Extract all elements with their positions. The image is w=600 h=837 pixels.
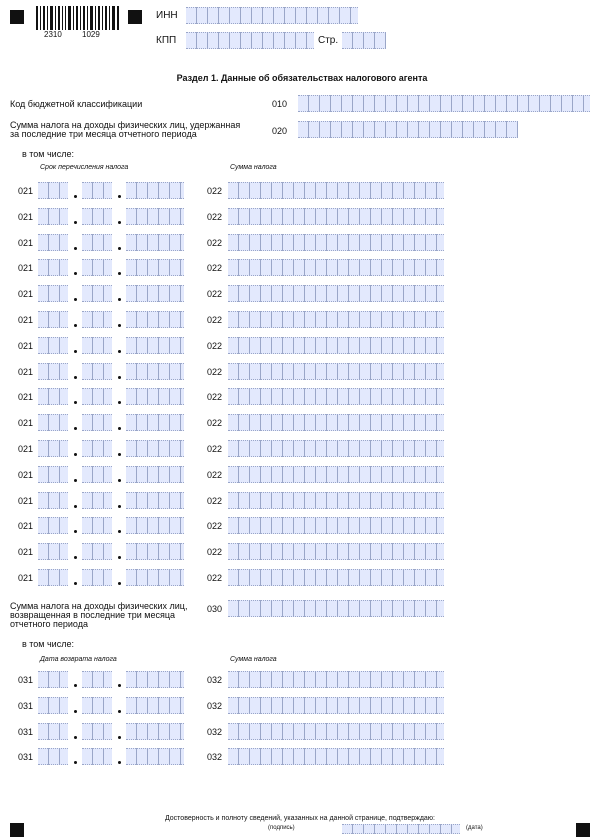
- col-header-sum-1: Сумма налога: [230, 164, 277, 171]
- year-field[interactable]: [126, 517, 184, 534]
- row-sum-code: 022: [207, 418, 223, 429]
- month-field[interactable]: [82, 234, 112, 251]
- date-separator-dot: [118, 401, 121, 404]
- row-date-code: 031: [18, 700, 34, 711]
- month-field[interactable]: [82, 697, 112, 714]
- date-separator-dot: [118, 376, 121, 379]
- month-field[interactable]: [82, 285, 112, 302]
- date-separator-dot: [74, 736, 77, 739]
- row-sum-code: 022: [207, 366, 223, 377]
- kbk-label: Код бюджетной классификации: [10, 99, 143, 109]
- date-separator-dot: [74, 479, 77, 482]
- row-sum-code: 022: [207, 547, 223, 558]
- corner-marker-top-left: [10, 10, 24, 24]
- day-field[interactable]: [38, 671, 68, 688]
- row-date-code: 021: [18, 444, 34, 454]
- date-separator-dot: [118, 195, 121, 198]
- row-date-code: 031: [18, 752, 34, 763]
- withheld-label-line2: за последние три месяца отчетного периода: [10, 129, 197, 139]
- day-field[interactable]: [38, 414, 68, 431]
- year-field[interactable]: [126, 723, 184, 740]
- tax-sum-field[interactable]: [228, 723, 444, 740]
- tax-sum-field[interactable]: [228, 492, 444, 509]
- row-sum-code: 022: [207, 340, 223, 351]
- row-sum-code: 022: [207, 392, 223, 403]
- day-field[interactable]: [38, 285, 68, 302]
- row-date-code: 021: [18, 547, 34, 558]
- returned-code: 030: [207, 604, 223, 614]
- page-number-field[interactable]: [342, 32, 386, 49]
- row-date-code: 021: [18, 495, 34, 506]
- month-field[interactable]: [82, 748, 112, 765]
- row-date-code: 021: [18, 366, 34, 377]
- day-field[interactable]: [38, 388, 68, 405]
- month-field[interactable]: [82, 671, 112, 688]
- month-field[interactable]: [82, 414, 112, 431]
- tax-sum-field[interactable]: [228, 543, 444, 560]
- year-field[interactable]: [126, 388, 184, 405]
- row-date-code: 021: [18, 237, 34, 248]
- date-separator-dot: [118, 221, 121, 224]
- month-field[interactable]: [82, 311, 112, 328]
- month-field[interactable]: [82, 388, 112, 405]
- row-date-code: 031: [18, 726, 34, 737]
- year-field[interactable]: [126, 285, 184, 302]
- tax-sum-field[interactable]: [228, 285, 444, 302]
- date-separator-dot: [118, 272, 121, 275]
- date-separator-dot: [118, 427, 121, 430]
- year-field[interactable]: [126, 466, 184, 483]
- date-separator-dot: [118, 736, 121, 739]
- inn-label: ИНН: [156, 10, 178, 21]
- day-field[interactable]: [38, 234, 68, 251]
- row-date-code: 031: [18, 675, 34, 685]
- month-field[interactable]: [82, 363, 112, 380]
- barcode-bars-icon: [36, 6, 120, 30]
- year-field[interactable]: [126, 492, 184, 509]
- tax-sum-field[interactable]: [228, 748, 444, 765]
- year-field[interactable]: [126, 671, 184, 688]
- barcode-number-right: 1029: [82, 30, 100, 39]
- date-separator-dot: [74, 376, 77, 379]
- date-separator-dot: [74, 453, 77, 456]
- col-header-date-2: Дата возврата налога: [40, 656, 117, 663]
- row-sum-code: 022: [207, 315, 223, 325]
- day-field[interactable]: [38, 466, 68, 483]
- tax-sum-field[interactable]: [228, 414, 444, 431]
- date-separator-dot: [74, 761, 77, 764]
- row-sum-code: 032: [207, 726, 223, 737]
- kbk-code: 010: [272, 99, 288, 109]
- date-separator-dot: [118, 350, 121, 353]
- confirmation-text: Достоверность и полноту сведений, указанных на данной странице, подтверждаю:: [164, 815, 436, 822]
- year-field[interactable]: [126, 208, 184, 225]
- date-caption: (дата): [466, 825, 483, 831]
- row-sum-code: 022: [207, 186, 223, 196]
- day-field[interactable]: [38, 440, 68, 457]
- date-separator-dot: [74, 324, 77, 327]
- year-field[interactable]: [126, 311, 184, 328]
- date-separator-dot: [118, 582, 121, 585]
- row-date-code: 021: [18, 263, 34, 274]
- day-field[interactable]: [38, 208, 68, 225]
- row-sum-code: 032: [207, 752, 223, 763]
- year-field[interactable]: [126, 414, 184, 431]
- month-field[interactable]: [82, 440, 112, 457]
- tax-sum-field[interactable]: [228, 363, 444, 380]
- tax-sum-field[interactable]: [228, 517, 444, 534]
- row-date-code: 021: [18, 289, 34, 300]
- tax-sum-field[interactable]: [228, 697, 444, 714]
- tax-sum-field[interactable]: [228, 259, 444, 276]
- month-field[interactable]: [82, 543, 112, 560]
- tax-sum-field[interactable]: [228, 208, 444, 225]
- tax-sum-field[interactable]: [228, 466, 444, 483]
- day-field[interactable]: [38, 337, 68, 354]
- year-field[interactable]: [126, 543, 184, 560]
- section-title: Раздел 1. Данные об обязательствах налогового агента: [176, 73, 428, 83]
- signature-caption: (подпись): [268, 825, 295, 831]
- year-field[interactable]: [126, 337, 184, 354]
- date-separator-dot: [74, 221, 77, 224]
- row-sum-code: 022: [207, 469, 223, 480]
- date-separator-dot: [74, 710, 77, 713]
- tax-sum-field[interactable]: [228, 440, 444, 457]
- year-field[interactable]: [126, 440, 184, 457]
- row-date-code: 021: [18, 418, 34, 429]
- col-header-sum-2: Сумма налога: [230, 656, 277, 663]
- month-field[interactable]: [82, 208, 112, 225]
- month-field[interactable]: [82, 259, 112, 276]
- corner-marker-bottom-left: [10, 823, 24, 837]
- returned-label-line2: возвращенная в последние три месяца: [10, 610, 175, 620]
- date-separator-dot: [74, 298, 77, 301]
- barcode: [36, 6, 120, 39]
- row-sum-code: 022: [207, 289, 223, 300]
- tax-sum-field[interactable]: [228, 311, 444, 328]
- day-field[interactable]: [38, 569, 68, 586]
- day-field[interactable]: [38, 723, 68, 740]
- month-field[interactable]: [82, 466, 112, 483]
- row-date-code: 021: [18, 521, 34, 532]
- page-label: Стр.: [318, 35, 339, 46]
- date-separator-dot: [118, 453, 121, 456]
- row-sum-code: 032: [207, 675, 223, 685]
- row-date-code: 021: [18, 392, 34, 403]
- tax-sum-field[interactable]: [228, 388, 444, 405]
- year-field[interactable]: [126, 697, 184, 714]
- month-field[interactable]: [82, 517, 112, 534]
- day-field[interactable]: [38, 311, 68, 328]
- year-field[interactable]: [126, 259, 184, 276]
- returned-label-line1: Сумма налога на доходы физических лиц,: [10, 601, 188, 611]
- day-field[interactable]: [38, 517, 68, 534]
- date-separator-dot: [74, 582, 77, 585]
- row-sum-code: 022: [207, 495, 223, 506]
- tax-sum-field[interactable]: [228, 182, 444, 199]
- date-field[interactable]: [342, 824, 460, 834]
- row-sum-code: 022: [207, 521, 223, 532]
- date-separator-dot: [74, 530, 77, 533]
- day-field[interactable]: [38, 492, 68, 509]
- row-date-code: 021: [18, 573, 34, 583]
- date-separator-dot: [118, 505, 121, 508]
- row-date-code: 021: [18, 469, 34, 480]
- barcode-number-left: 2310: [44, 30, 62, 39]
- date-separator-dot: [118, 761, 121, 764]
- year-field[interactable]: [126, 748, 184, 765]
- month-field[interactable]: [82, 337, 112, 354]
- day-field[interactable]: [38, 543, 68, 560]
- row-sum-code: 032: [207, 700, 223, 711]
- corner-marker-top-center: [128, 10, 142, 24]
- kbk-field[interactable]: [298, 95, 590, 112]
- tax-sum-field[interactable]: [228, 337, 444, 354]
- including-label-1: в том числе:: [22, 149, 74, 159]
- date-separator-dot: [118, 324, 121, 327]
- month-field[interactable]: [82, 569, 112, 586]
- date-separator-dot: [118, 556, 121, 559]
- row-sum-code: 022: [207, 263, 223, 274]
- year-field[interactable]: [126, 182, 184, 199]
- withheld-label-line1: Сумма налога на доходы физических лиц, удержанная: [10, 120, 241, 130]
- day-field[interactable]: [38, 748, 68, 765]
- withheld-code: 020: [272, 126, 288, 136]
- date-separator-dot: [74, 505, 77, 508]
- row-date-code: 021: [18, 340, 34, 351]
- including-label-2: в том числе:: [22, 639, 74, 649]
- date-separator-dot: [118, 710, 121, 713]
- date-separator-dot: [118, 530, 121, 533]
- year-field[interactable]: [126, 234, 184, 251]
- withheld-sum-field[interactable]: [298, 121, 518, 138]
- tax-sum-field[interactable]: [228, 671, 444, 688]
- corner-marker-bottom-right: [576, 823, 590, 837]
- date-separator-dot: [74, 350, 77, 353]
- date-separator-dot: [74, 684, 77, 687]
- date-separator-dot: [118, 298, 121, 301]
- date-separator-dot: [74, 247, 77, 250]
- day-field[interactable]: [38, 363, 68, 380]
- col-header-date-1: Срок перечисления налога: [40, 164, 129, 171]
- row-sum-code: 022: [207, 237, 223, 248]
- tax-sum-field[interactable]: [228, 234, 444, 251]
- date-separator-dot: [74, 401, 77, 404]
- day-field[interactable]: [38, 182, 68, 199]
- row-sum-code: 022: [207, 573, 223, 583]
- row-date-code: 021: [18, 211, 34, 222]
- date-separator-dot: [74, 195, 77, 198]
- month-field[interactable]: [82, 492, 112, 509]
- date-separator-dot: [74, 556, 77, 559]
- date-separator-dot: [118, 684, 121, 687]
- day-field[interactable]: [38, 259, 68, 276]
- date-separator-dot: [118, 247, 121, 250]
- row-sum-code: 022: [207, 444, 223, 454]
- date-separator-dot: [118, 479, 121, 482]
- month-field[interactable]: [82, 723, 112, 740]
- date-separator-dot: [74, 272, 77, 275]
- row-date-code: 021: [18, 315, 34, 325]
- kpp-field[interactable]: [186, 32, 314, 49]
- tax-sum-field[interactable]: [228, 569, 444, 586]
- day-field[interactable]: [38, 697, 68, 714]
- date-separator-dot: [74, 427, 77, 430]
- month-field[interactable]: [82, 182, 112, 199]
- returned-sum-field[interactable]: [228, 600, 444, 617]
- row-date-code: 021: [18, 186, 34, 196]
- year-field[interactable]: [126, 569, 184, 586]
- year-field[interactable]: [126, 363, 184, 380]
- inn-field[interactable]: [186, 7, 358, 24]
- kpp-label: КПП: [156, 35, 177, 46]
- returned-label-line3: отчетного периода: [10, 619, 88, 629]
- row-sum-code: 022: [207, 211, 223, 222]
